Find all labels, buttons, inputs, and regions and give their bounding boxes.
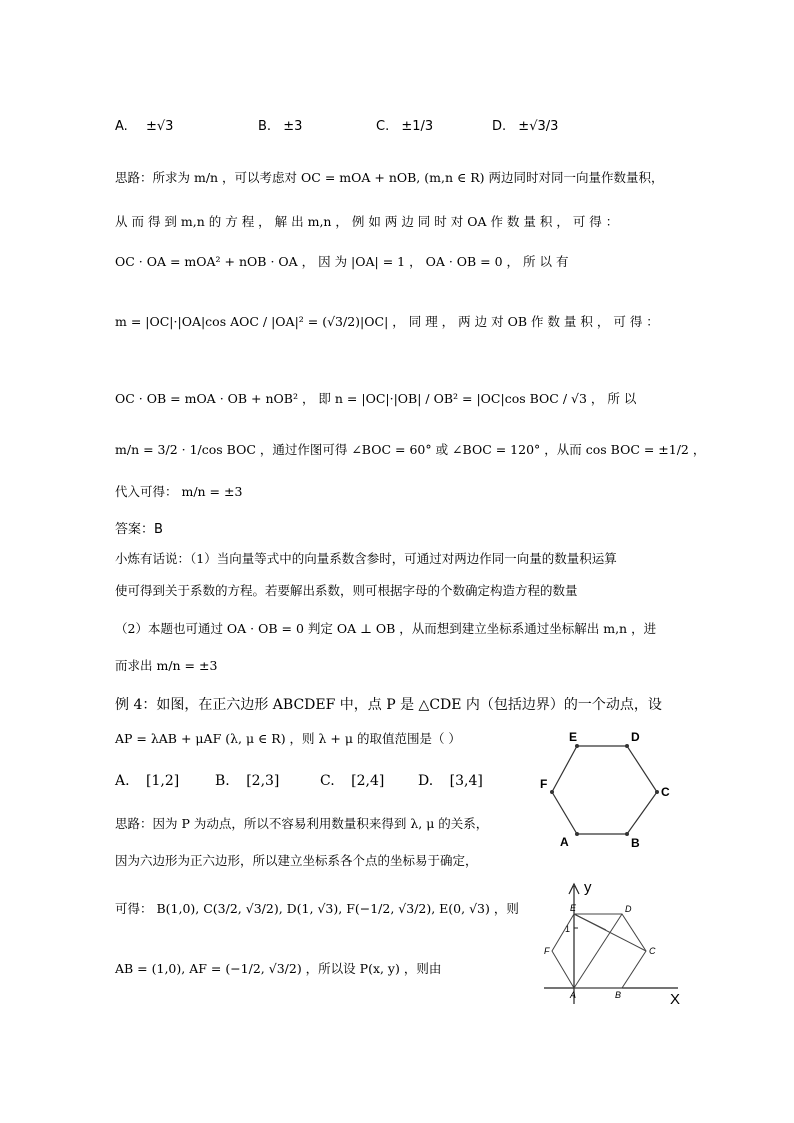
option-c	[376, 120, 433, 133]
hexagon-figure	[530, 725, 680, 855]
example4-line-2: AP = λAB + μAF (λ, μ ∈ R) ，则 λ + μ 的取值范围是（ ）	[115, 731, 461, 746]
option2-a	[115, 774, 179, 788]
y-axis-label: y	[584, 879, 592, 896]
tip-line-3: （2）本题也可通过 OA · OB = 0 判定 OA ⊥ OB ，从而想到建立坐标系通过坐标解出 m,n ，进	[115, 621, 657, 636]
solution-line-7: 代入可得： m/n = ±3	[115, 484, 243, 499]
option-b	[258, 120, 302, 133]
vertex-a	[575, 832, 579, 836]
option-a-value: ±√3	[145, 119, 174, 134]
option2-c-value: [2,4]	[351, 773, 385, 789]
coordinate-figure	[540, 878, 696, 1018]
vertex-b	[625, 832, 629, 836]
coord-label-e: E	[570, 903, 577, 913]
example4-line-1: 例 4：如图，在正六边形 ABCDEF 中，点 P 是 △CDE 内（包括边界）的一个动点，设	[115, 697, 662, 713]
coord-label-c: C	[649, 946, 656, 956]
vertex-f	[550, 790, 554, 794]
label-b: B	[631, 836, 640, 850]
option-d-label: D.	[492, 119, 507, 134]
solution-line-5: OC · OB = mOA · OB + nOB² ， 即 n = |OC|·|OB| / OB² = |OC|cos BOC / √3 ， 所 以	[115, 391, 637, 406]
label-a: A	[560, 835, 569, 849]
solution2-line-2: 因为六边形为正六边形，所以建立坐标系各个点的坐标易于确定，	[115, 853, 478, 868]
option2-d	[418, 774, 483, 788]
vertex-d	[625, 744, 629, 748]
option2-b-value: [2,3]	[246, 773, 280, 789]
hexagon-outline	[552, 746, 657, 834]
answer: 答案：B	[115, 522, 163, 537]
option-a	[115, 120, 173, 133]
option-d	[492, 120, 558, 133]
option2-c	[320, 774, 384, 788]
option-c-value: ±1/3	[401, 119, 434, 134]
coord-label-f: F	[544, 946, 550, 956]
tip-line-2: 使可得到关于系数的方程。若要解出系数，则可根据字母的个数确定构造方程的数量	[115, 583, 578, 598]
option2-a-label: A.	[115, 773, 130, 789]
option2-d-value: [3,4]	[449, 773, 483, 789]
label-c: C	[661, 785, 670, 799]
option2-b-label: B.	[215, 773, 230, 789]
tip-line-4: 而求出 m/n = ±3	[115, 658, 218, 673]
segment-inner	[574, 914, 606, 930]
option2-a-value: [1,2]	[146, 773, 180, 789]
solution-line-6: m/n = 3/2 · 1/cos BOC ，通过作图可得 ∠BOC = 60° 或 ∠BOC = 120° ，从而 cos BOC = ±1/2 ，	[115, 442, 706, 457]
solution-line-2: 从 而 得 到 m,n 的 方 程 ， 解 出 m,n ， 例 如 两 边 同 时 对 OA 作 数 量 积 ， 可 得 ：	[115, 214, 619, 229]
option2-c-label: C.	[320, 773, 335, 789]
label-e: E	[569, 730, 578, 744]
coord-label-a: A	[570, 990, 577, 1000]
solution2-line-4: AB = (1,0), AF = (−1/2, √3/2) ，所以设 P(x, y) ，则由	[115, 961, 442, 976]
solution-line-1: 思路：所求为 m/n ，可以考虑对 OC = mOA + nOB, (m,n ∈ R) 两边同时对同一向量作数量积，	[115, 170, 664, 185]
option2-b	[215, 774, 279, 788]
option-a-label: A.	[115, 119, 128, 134]
vertex-c	[655, 790, 659, 794]
segment-ad	[574, 914, 622, 988]
tip-line-1: 小炼有话说：（1）当向量等式中的向量系数含参时，可通过对两边作同一向量的数量积运算	[115, 551, 617, 566]
coord-label-d: D	[625, 904, 632, 914]
vertex-e	[575, 744, 579, 748]
option-b-value: ±3	[283, 119, 303, 134]
solution-line-3: OC · OA = mOA² + nOB · OA ， 因 为 |OA| = 1 ， OA · OB = 0 ， 所 以 有	[115, 254, 569, 269]
x-axis-label: X	[670, 991, 681, 1008]
solution2-line-1: 思路：因为 P 为动点，所以不容易利用数量积来得到 λ, μ 的关系，	[115, 816, 489, 831]
option-b-label: B.	[258, 119, 272, 134]
solution2-line-3: 可得： B(1,0), C(3/2, √3/2), D(1, √3), F(−1/2, √3/2), E(0, √3) ，则	[115, 901, 519, 916]
option-d-value: ±√3/3	[518, 119, 559, 134]
tick-one-label: 1	[565, 924, 571, 934]
option-c-label: C.	[376, 119, 390, 134]
coord-label-b: B	[615, 990, 622, 1000]
option2-d-label: D.	[418, 773, 434, 789]
label-f: F	[540, 777, 548, 791]
label-d: D	[631, 730, 640, 744]
solution-line-4: m = |OC|·|OA|cos AOC / |OA|² = (√3/2)|OC| ， 同 理 ， 两 边 对 OB 作 数 量 积 ， 可 得 ：	[115, 314, 659, 329]
